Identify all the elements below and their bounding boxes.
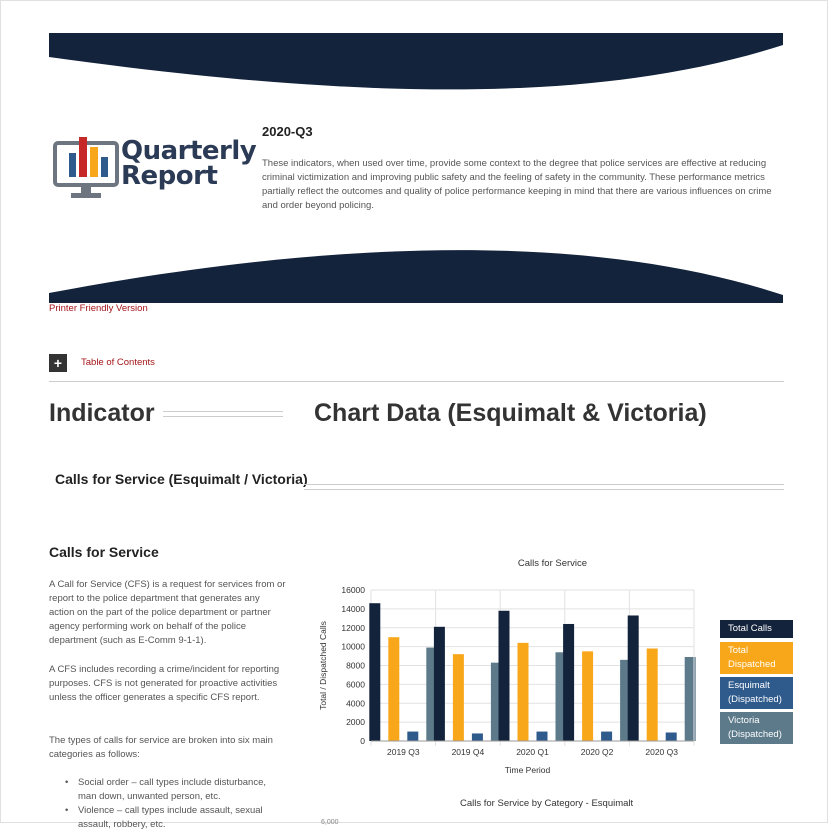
bar	[601, 732, 612, 741]
divider	[49, 381, 784, 382]
y-tick-label: 14000	[341, 603, 365, 614]
heading-divider	[163, 411, 283, 417]
bar	[537, 732, 548, 741]
x-axis-label: Time Period	[504, 765, 551, 775]
monitor-chart-icon	[53, 133, 121, 203]
logo-text-report: Report	[121, 161, 218, 191]
bar	[628, 615, 639, 741]
y-tick-label: 0	[360, 736, 365, 746]
bar	[563, 624, 574, 741]
calls-for-service-chart	[306, 553, 706, 783]
content-title: Calls for Service	[49, 544, 159, 560]
list-item: • Violence – call types include assault, sexual assault, robbery, etc.	[65, 804, 285, 832]
x-tick-label: 2019 Q3	[386, 747, 420, 757]
printer-friendly-link[interactable]: Printer Friendly Version	[49, 303, 148, 314]
bar	[472, 733, 483, 741]
y-tick-label: 12000	[341, 622, 365, 633]
bar	[582, 651, 593, 741]
legend-total-dispatched[interactable]: Total Dispatched	[720, 642, 793, 674]
chart-svg	[306, 553, 706, 783]
y-tick-label: 2000	[346, 717, 365, 728]
quarterly-report-logo	[53, 133, 257, 203]
bar	[388, 637, 399, 741]
bar	[407, 732, 418, 741]
logo-text-quarterly: Quarterly	[121, 136, 257, 166]
category-chart-title: Calls for Service by Category - Esquimalt	[460, 798, 634, 809]
toc-expand-button[interactable]: +	[49, 354, 67, 372]
chart-title: Calls for Service	[517, 558, 588, 569]
paragraph-categories: The types of calls for service are broken into six main categories as follows:	[49, 735, 273, 760]
y-tick-label: 10000	[341, 641, 365, 652]
legend-esquimalt-dispatched[interactable]: Esquimalt (Dispatched)	[720, 677, 793, 709]
y-tick-label: 6000	[346, 679, 365, 690]
bar	[453, 654, 464, 741]
section-subheading: Calls for Service (Esquimalt / Victoria)	[55, 471, 308, 487]
legend-total-calls[interactable]: Total Calls	[720, 620, 793, 638]
y-axis-label: Total / Dispatched Calls	[318, 621, 328, 710]
paragraph-definition: A Call for Service (CFS) is a request for services from or report to the police department that generates any action on the part of the police department or partner agency performing work on behalf of the police department (such as E-Comm 9-1-1).	[49, 579, 286, 646]
subheading-divider	[304, 484, 784, 490]
chart-data-heading: Chart Data (Esquimalt & Victoria)	[314, 399, 707, 427]
category-chart-tick: 6,000	[321, 819, 339, 826]
y-tick-label: 4000	[346, 698, 365, 709]
legend-victoria-dispatched[interactable]: Victoria (Dispatched)	[720, 712, 793, 744]
x-tick-label: 2019 Q4	[451, 747, 485, 757]
y-tick-label: 16000	[341, 585, 365, 595]
table-of-contents-link[interactable]: Table of Contents	[81, 357, 155, 368]
x-tick-label: 2020 Q3	[645, 747, 679, 757]
bar	[666, 733, 677, 741]
paragraph-inclusion: A CFS includes recording a crime/incident for reporting purposes. CFS is not generated for proactive activities unless the officer generates a specific CFS report.	[49, 664, 280, 703]
intro-paragraph: These indicators, when used over time, provide some context to the degree that police services are effective at reducing criminal victimization and improving public safety and the feeling of safety in the community. These performance metrics partially reflect the outcomes and quality of police performance keeping in mind that there are various influences on crime and order beyond policing.	[262, 158, 772, 211]
indicator-heading: Indicator	[49, 399, 155, 427]
bar	[518, 643, 529, 741]
x-tick-label: 2020 Q1	[516, 747, 549, 757]
bar	[434, 627, 445, 741]
bar	[369, 603, 380, 741]
list-item: • Social order – call types include disturbance, man down, unwanted person, etc.	[65, 776, 285, 804]
x-tick-label: 2020 Q2	[580, 747, 614, 757]
y-tick-label: 8000	[346, 660, 365, 671]
bar	[499, 611, 510, 741]
report-period: 2020-Q3	[262, 124, 313, 139]
category-list	[65, 776, 285, 832]
bar	[647, 649, 658, 741]
